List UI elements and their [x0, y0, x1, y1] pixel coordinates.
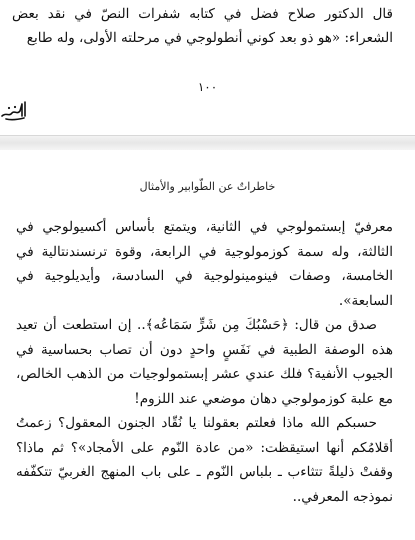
publisher-logo-icon	[0, 98, 30, 124]
page-number: ١٠٠	[197, 80, 218, 94]
paragraph-1: معرفيّ إبستمولوجي في الثانية، ويتمتع بأساس أكسيولوجي في الثالثة، وله سمة كوزمولوجية في الرابعة، وقوة ترنسندنتالية في الخامسة، وصفات فينومينولوجية في السادسة، وأيديلوجية في السابعة».	[16, 219, 393, 309]
paragraph-2: صدق من قال: ﴿حَسْبُكَ مِن شَرٍّ سَمَاعُه﴾.. إن استطعت أن تعيد هذه الوصفة الطبية في نَفَسٍ واحدٍ دون أن تصاب بحساسية في الجيوب الأنفية؟ فلك عندي عشر إبستمولوجيات من الذهب الخالص، مع علبة كوزمولوجي دهان موضعي عند اللزوم!	[16, 317, 393, 407]
bottom-page	[0, 150, 415, 540]
body-text	[16, 215, 393, 509]
running-head: خاطراتٌ عن الطّوابير والأمثال	[139, 180, 276, 193]
top-page-paragraph: قال الدكتور صلاح فضل في كتابه شفرات النصّ في نقد بعض الشعراء: «هو ذو بعد كوني أنطولوجي في مرحلته الأولى، وله طابع	[12, 6, 393, 46]
paragraph-3: حسبكم الله ماذا فعلتم بعقولنا يا نُقّاد الجنون المعقول؟ زعمتُ أقلامُكم أنها استيقظت: «من عادة النّوم على الأمجاد»؟ ثم ماذا؟ وقفتْ ذليلةً تتثاءب ـ بلباس النّوم ـ على باب المنهج الغربيّ تتكفّفه نموذجه المعرفي..	[16, 415, 393, 505]
top-page	[0, 0, 415, 135]
